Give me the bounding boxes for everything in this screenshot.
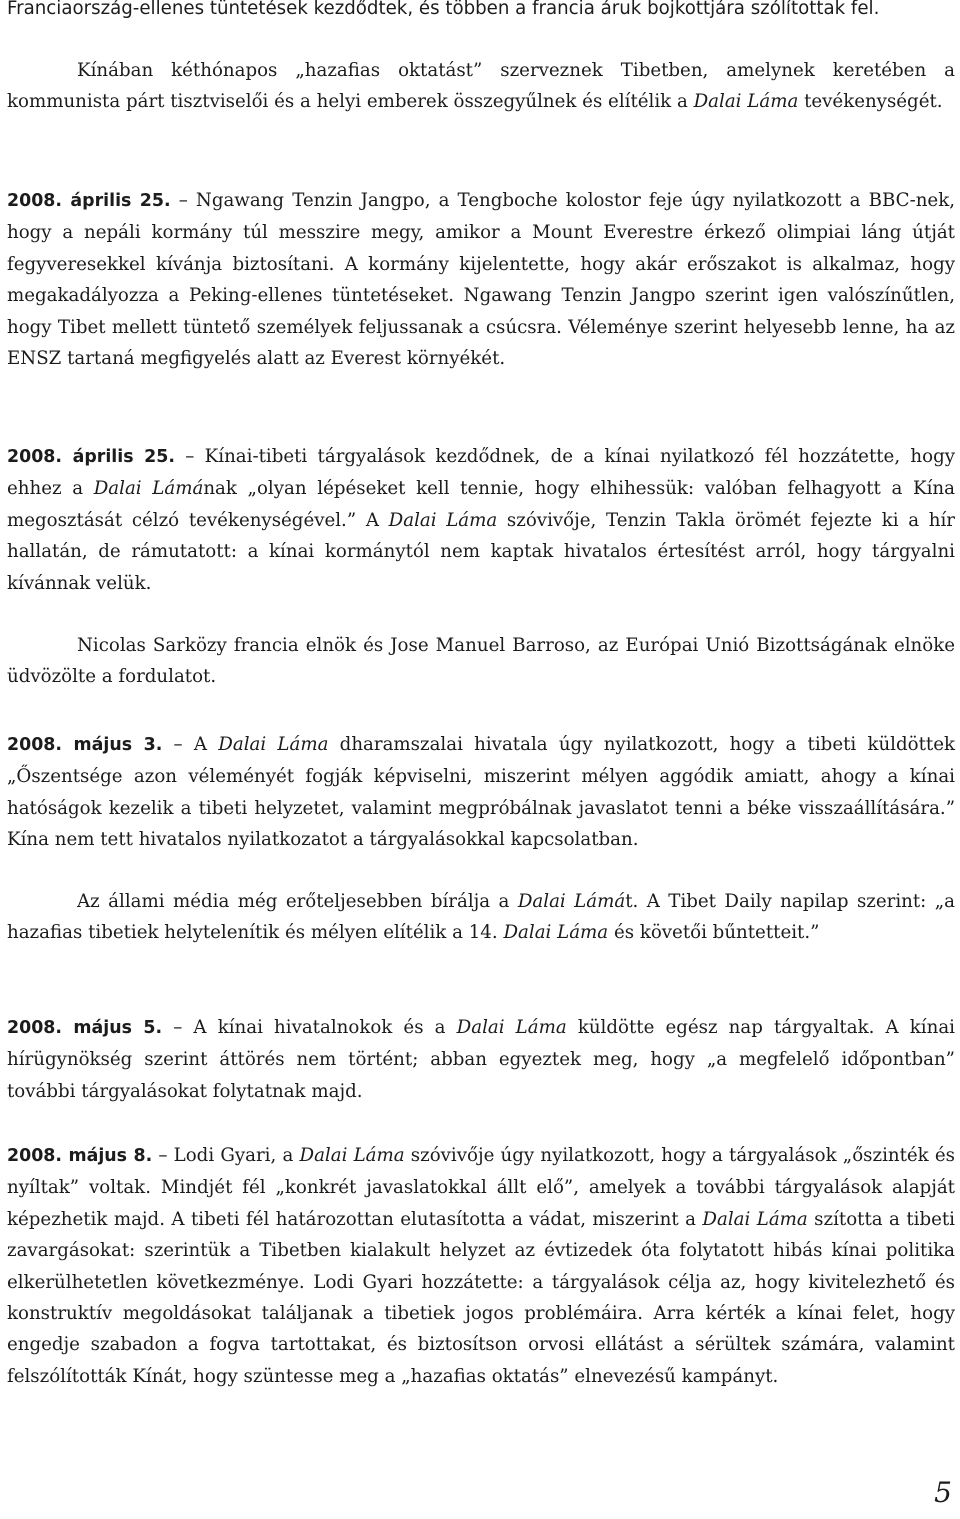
entry-2008-05-08 bbox=[7, 1140, 955, 1392]
page-number: 5 bbox=[934, 1476, 952, 1509]
entry-date: 2008. május 5. bbox=[7, 1018, 163, 1038]
paragraph-text: Az állami média még erőteljesebben bírálja a bbox=[77, 891, 518, 912]
entry-2008-04-25-everest bbox=[7, 185, 955, 374]
paragraph-text: – Ngawang Tenzin Jangpo, a Tengboche kolostor feje úgy nyilatkozott a BBC-nek, hogy a nepáli kormány túl messzire megy, amikor a Mount Everestre érkező olimpiai láng útját fegyveresekkel kívánja biztosítani. A kormány kijelentette, hogy akár erőszakot is alkalmaz, hogy megakadályozza a Peking-ellenes tüntetéseket. Ngawang Tenzin Jangpo szerint igen valószínűtlen, hogy Tibet mellett tüntető személyek feljussanak a csúcsra. Véleménye szerint helyesebb lenne, ha az ENSZ tartaná megfigyelés alatt az Everest környékét. bbox=[7, 190, 955, 370]
entry-date: 2008. május 3. bbox=[7, 735, 163, 755]
paragraph-text: dharamszalai hivatala úgy nyilatkozott, hogy a tibeti küldöttek „Őszentsége azon véleményét fogják képviselni, miszerint mélyen aggódik amiatt, ahogy a kínai hatóságok kezelik a tibeti helyzetet, valamint megpróbálnak javaslatot tenni a béke visszaállítására.” Kína nem tett hivatalos nyilatkozatot a tárgyalásokkal kapcsolatban. bbox=[7, 734, 955, 851]
paragraph-text: küldötte egész nap tárgyaltak. A kínai hírügynökség szerint áttörés nem történt; abban egyeztek meg, hogy „a megfelelő időpontban” további tárgyalásokat folytatnak majd. bbox=[7, 1017, 955, 1102]
paragraph-sarkozy-barroso bbox=[7, 630, 955, 693]
paragraph-text: Nicolas Sarközy francia elnök és Jose Manuel Barroso, az Európai Unió Bizottságának elnöke üdvözölte a fordulatot. bbox=[7, 635, 955, 688]
paragraph-text: szította a tibeti zavargásokat: szerintük a Tibetben kialakult helyzet az évtizedek óta folytatott hibás kínai politika elkerülhetetlen következménye. Lodi Gyari hozzátette: a tárgyalások célja az, hogy kivitelezhető és konstruktív megoldásokat találjanak a tibetiek jogos problémáira. Arra kérték a kínai felet, hogy engedje szabadon a fogva tartottakat, és biztosítson orvosi ellátást a sérültek számára, valamint felszólították Kínát, hogy szüntesse meg a „hazafias oktatás” elnevezésű kampányt. bbox=[7, 1208, 955, 1387]
paragraph-text: – A kínai hivatalnokok és a bbox=[162, 1017, 457, 1038]
paragraph-text: Kínában kéthónapos „hazafias oktatást” szerveznek Tibetben, amelynek keretében a kommunista párt tisztviselői és a helyi emberek összegyűlnek és elítélik a bbox=[7, 60, 955, 113]
paragraph-state-media bbox=[7, 886, 955, 949]
paragraph-text: tevékenységét. bbox=[798, 91, 943, 113]
paragraph-text: – Kínai-tibeti tárgyalások kezdődnek, de a kínai nyilatkozó fél hozzátette, hogy ehhez a bbox=[7, 446, 955, 500]
paragraph-text: – Lodi Gyari, a bbox=[152, 1145, 300, 1166]
entry-2008-05-03 bbox=[7, 729, 955, 856]
paragraph-text: nak „olyan lépéseket kell tennie, hogy elhihessük: valóban felhagyott a Kína megosztását célzó tevékenységével.” A bbox=[7, 478, 955, 531]
dalai-lama-name: Dalai Láma bbox=[388, 509, 498, 531]
paragraph-text: t. A Tibet Daily napilap szerint: „a hazafias tibetiek helytelenítik és mélyen elítélik a 14. bbox=[7, 891, 955, 944]
dalai-lama-name: Dalai Láma bbox=[218, 734, 329, 755]
dalai-lama-name: Dalai Láma bbox=[693, 91, 799, 113]
dalai-lama-name: Dalai Láma bbox=[456, 1017, 567, 1038]
dalai-lama-name: Dalai Lámá bbox=[93, 478, 204, 500]
entry-2008-05-05 bbox=[7, 1012, 955, 1107]
paragraph-text: Franciaország-ellenes tüntetések kezdődtek, és többen a francia áruk bojkottjára szólítottak fel. bbox=[7, 0, 880, 19]
dalai-lama-name: Dalai Lámá bbox=[517, 891, 626, 912]
paragraph-text: szóvivője úgy nyilatkozott, hogy a tárgyalások „őszinték és nyíltak” voltak. Mindjét fél „konkrét javaslatokkal állt elő”, amelyek a további tárgyalások alapját képezhetik majd. A tibeti fél határozottan elutasította a vádat, miszerint a bbox=[7, 1145, 955, 1230]
entry-date: 2008. április 25. bbox=[7, 191, 171, 211]
paragraph-patriotic-education bbox=[7, 55, 955, 118]
paragraph-text: szóvivője, Tenzin Takla örömét fejezte ki a hír hallatán, de rámutatott: a kínai kormánytól nem kaptak hivatalos értesítést arról, hogy tárgyalni kívánnak velük. bbox=[7, 509, 955, 594]
dalai-lama-name: Dalai Láma bbox=[503, 922, 609, 944]
dalai-lama-name: Dalai Láma bbox=[299, 1145, 405, 1166]
paragraph-text: és követői bűntetteit.” bbox=[608, 922, 820, 944]
entry-date: 2008. május 8. bbox=[7, 1146, 153, 1166]
paragraph-text: – A bbox=[162, 734, 219, 755]
entry-date: 2008. április 25. bbox=[7, 447, 175, 467]
paragraph-france-protests bbox=[7, 0, 955, 24]
dalai-lama-name: Dalai Láma bbox=[702, 1208, 808, 1230]
entry-2008-04-25-talks bbox=[7, 441, 955, 599]
